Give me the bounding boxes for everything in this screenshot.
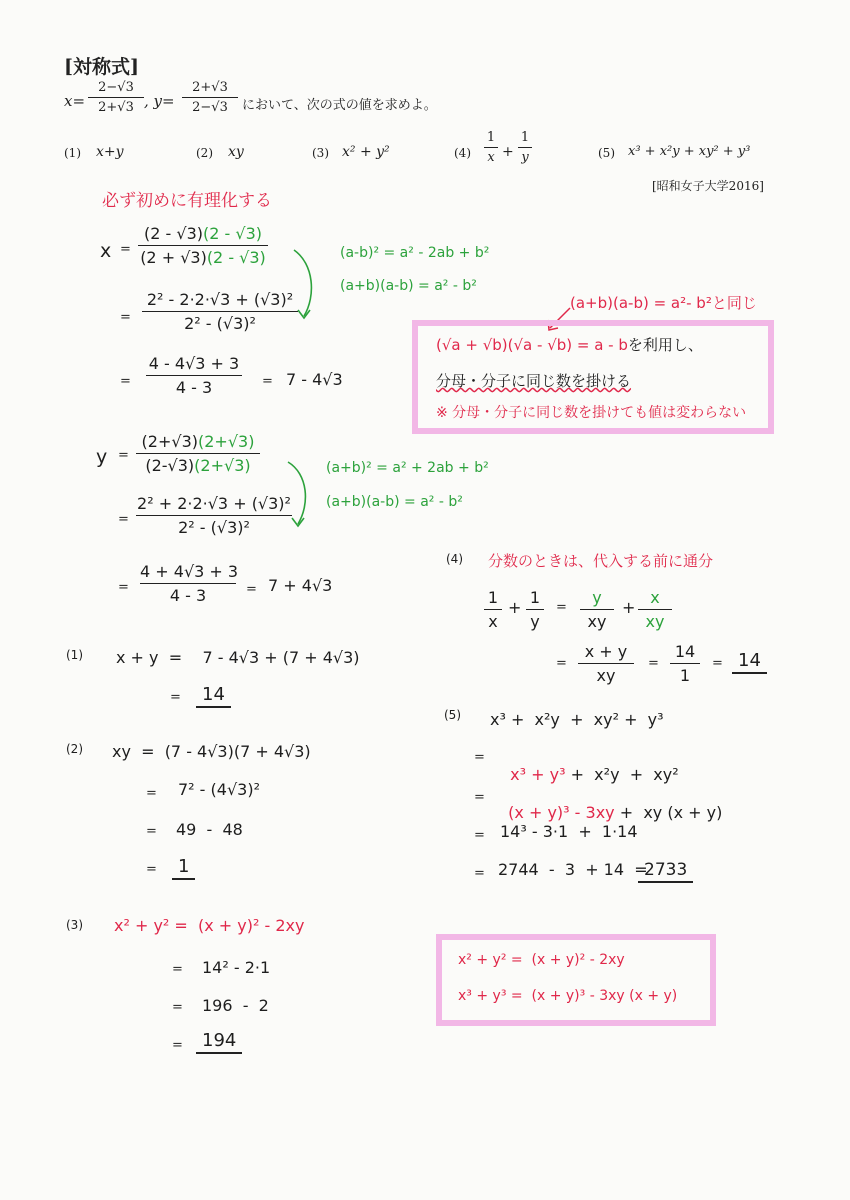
x-l3-num: 4 - 4√3 + 3 <box>148 354 240 373</box>
y-formula-2: (a+b)(a-b) = a² - b² <box>326 494 463 510</box>
sol4-frac-5 <box>578 642 634 685</box>
sol5-label: (5) <box>444 708 461 722</box>
frac-num: 1 <box>520 130 530 145</box>
box1-identity: (√a + √b)(√a - √b) = a - b <box>436 336 628 354</box>
sol5-answer <box>638 860 693 880</box>
box1-line1 <box>436 334 703 355</box>
box2-line1: x² + y² = (x + y)² - 2xy <box>458 952 625 968</box>
sol3-line2: 14² - 2·1 <box>202 958 271 977</box>
frac-den: y <box>521 150 529 165</box>
x-work-line-1 <box>138 224 268 267</box>
y-denominator: 2−√3 <box>192 100 228 115</box>
x-work-eq-1: = <box>120 242 131 257</box>
intro-y-fraction <box>182 80 238 115</box>
sol4-frac-1 <box>484 588 502 631</box>
y-formula-1: (a+b)² = a² + 2ab + b² <box>326 460 489 476</box>
problem-2-expr: xy <box>228 144 244 160</box>
sol5-eq-5: = <box>474 866 485 881</box>
x-l2-den: 2² - (√3)² <box>184 314 256 333</box>
problem-4-frac-2 <box>518 130 532 165</box>
y-work-eq-4: = <box>246 582 257 597</box>
sol2-eq-2: = <box>146 786 157 801</box>
x-work-eq-3: = <box>120 374 131 389</box>
frac-num: 1 <box>486 130 496 145</box>
y-work-line-2 <box>136 494 292 537</box>
frac-num: x + y <box>584 642 628 661</box>
problem-1-expr: x+y <box>96 144 124 160</box>
frac-den: y <box>530 612 540 631</box>
y-num-b: (2+√3) <box>198 432 255 451</box>
sol1-eq: = <box>170 690 181 705</box>
sol4-answer <box>732 650 767 671</box>
y-result: 7 + 4√3 <box>268 576 333 595</box>
problem-1-label: (1) <box>64 146 81 160</box>
sol5-eq-4: = <box>474 828 485 843</box>
sol5-line3-red: (x + y)³ - 3xy <box>508 803 615 822</box>
x-den-a: (2 + √3) <box>140 248 207 267</box>
sol5-line4: 14³ - 3·1 + 1·14 <box>500 822 638 841</box>
sol3-line1: x² + y² = (x + y)² - 2xy <box>114 916 305 935</box>
box1-line3: ※ 分母・分子に同じ数を掛けても値は変わらない <box>436 405 747 421</box>
sol3-eq-2: = <box>172 962 183 977</box>
sol3-answer-value: 194 <box>196 1030 242 1054</box>
intro-x-fraction <box>88 80 144 115</box>
intro-text: において、次の式の値を求めよ。 <box>242 98 437 113</box>
sol5-line2 <box>500 746 679 784</box>
sol2-eq-4: = <box>146 862 157 877</box>
x-numerator: 2−√3 <box>98 80 134 95</box>
box1-line1-tail: を利用し、 <box>627 336 703 354</box>
sol3-eq-4: = <box>172 1038 183 1053</box>
y-work-line-1 <box>136 432 260 475</box>
sol4-eq-3: = <box>648 656 659 671</box>
sol5-line2-tail: + x²y + xy² <box>565 765 679 784</box>
frac-num: 1 <box>487 588 499 607</box>
x-result: 7 - 4√3 <box>286 370 343 389</box>
y-work-eq-2: = <box>118 512 129 527</box>
y-l3-den: 4 - 3 <box>169 586 207 605</box>
problem-3-expr: x² + y² <box>342 144 390 160</box>
sol5-line3-tail: + xy (x + y) <box>614 803 723 822</box>
sol4-frac-4 <box>638 588 672 631</box>
sol5-answer-value: 2733 <box>638 860 693 883</box>
sol4-eq-1: = <box>556 600 567 615</box>
x-l2-num: 2² - 2·2·√3 + (√3)² <box>146 290 294 309</box>
sol3-line3: 196 - 2 <box>202 996 269 1015</box>
sol5-line1: x³ + x²y + xy² + y³ <box>490 710 664 729</box>
f3-den-text: xy <box>587 612 607 631</box>
y-numerator: 2+√3 <box>192 80 228 95</box>
sol5-line5: 2744 - 3 + 14 = <box>498 860 648 879</box>
frac-num: x <box>650 588 660 607</box>
source-label: [昭和女子大学2016] <box>652 179 764 193</box>
y-work-line-3 <box>140 562 239 605</box>
sol5-eq-3: = <box>474 790 485 805</box>
sol5-eq-2: = <box>474 750 485 765</box>
sol4-frac-6 <box>670 642 700 685</box>
problem-2-label: (2) <box>196 146 213 160</box>
intro-y-label: , y= <box>144 92 175 110</box>
sol3-eq-3: = <box>172 1000 183 1015</box>
sol4-plus-1: + <box>508 598 522 617</box>
x-work-eq-4: = <box>262 374 273 389</box>
problem-4-plus: + <box>502 144 514 160</box>
sol4-label: (4) <box>446 552 463 566</box>
intro-x-label: x= <box>64 92 86 110</box>
sol4-eq-2: = <box>556 656 567 671</box>
sol5-line2-red: x³ + y³ <box>510 765 566 784</box>
problem-5-expr: x³ + x²y + xy² + y³ <box>628 144 751 159</box>
problem-4-frac-1 <box>484 130 498 165</box>
y-l3-num: 4 + 4√3 + 3 <box>140 562 239 581</box>
sol2-line1: xy = (7 - 4√3)(7 + 4√3) <box>112 742 311 761</box>
sol2-label: (2) <box>66 742 83 756</box>
x-work-eq-2: = <box>120 310 131 325</box>
frac-den: xy <box>645 612 665 631</box>
problem-5-label: (5) <box>598 146 615 160</box>
box2-frame <box>436 934 716 1026</box>
frac-num: 1 <box>529 588 541 607</box>
sol3-label: (3) <box>66 918 83 932</box>
sol3-answer <box>196 1030 242 1051</box>
x-work-lhs: x <box>100 240 112 262</box>
sol4-eq-4: = <box>712 656 723 671</box>
sol1-answer-value: 14 <box>196 684 231 708</box>
y-work-lhs: y <box>96 446 108 468</box>
problem-4-label: (4) <box>454 146 471 160</box>
sol1-line1: x + y = 7 - 4√3 + (7 + 4√3) <box>116 648 360 667</box>
frac-num: y <box>592 588 602 607</box>
x-num-b: (2 - √3) <box>203 224 262 243</box>
sol1-answer <box>196 684 231 705</box>
frac-den: x <box>488 612 498 631</box>
y-l2-den: 2² - (√3)² <box>178 518 250 537</box>
sol2-answer <box>172 856 195 877</box>
y-den-b: (2+√3) <box>194 456 251 475</box>
x-work-line-3 <box>146 354 242 397</box>
sol2-answer-value: 1 <box>172 856 195 880</box>
x-arrow-icon <box>288 244 328 324</box>
sol2-line2: 7² - (4√3)² <box>178 780 260 799</box>
frac-den: x <box>487 150 495 165</box>
sol1-label: (1) <box>66 648 83 662</box>
x-denominator: 2+√3 <box>98 100 134 115</box>
sol2-eq-3: = <box>146 824 157 839</box>
sol4-frac-2 <box>526 588 544 631</box>
x-formula-1: (a-b)² = a² - 2ab + b² <box>340 245 490 261</box>
y-l2-num: 2² + 2·2·√3 + (√3)² <box>137 494 291 513</box>
box1-line2: 分母・分子に同じ数を掛ける <box>436 372 632 390</box>
y-num-a: (2+√3) <box>141 432 198 451</box>
frac-den <box>580 612 614 631</box>
frac-den: 1 <box>679 666 691 685</box>
rationalize-note: 必ず初めに有理化する <box>102 191 272 211</box>
x-num-a: (2 - √3) <box>144 224 203 243</box>
x-work-line-2 <box>142 290 298 333</box>
sol4-plus-2: + <box>622 598 636 617</box>
problem-3-label: (3) <box>312 146 329 160</box>
y-work-eq-1: = <box>118 448 129 463</box>
y-arrow-icon <box>282 456 322 532</box>
sol4-answer-value: 14 <box>732 650 767 674</box>
sol4-note: 分数のときは、代入する前に通分 <box>488 552 714 570</box>
frac-num: 14 <box>674 642 696 661</box>
sol4-frac-3 <box>580 588 614 631</box>
frac-den: xy <box>596 666 616 685</box>
sol2-line3: 49 - 48 <box>176 820 243 839</box>
x-den-b: (2 - √3) <box>206 248 266 267</box>
x-formula-2: (a+b)(a-b) = a² - b² <box>340 278 477 294</box>
y-den-a: (2-√3) <box>145 456 195 475</box>
box2-line2: x³ + y³ = (x + y)³ - 3xy (x + y) <box>458 988 678 1004</box>
box1-callout: (a+b)(a-b) = a²- b²と同じ <box>570 294 757 312</box>
page-title: [対称式] <box>64 56 139 78</box>
sol5-line3 <box>498 784 722 822</box>
x-l3-den: 4 - 3 <box>175 378 213 397</box>
y-work-eq-3: = <box>118 580 129 595</box>
